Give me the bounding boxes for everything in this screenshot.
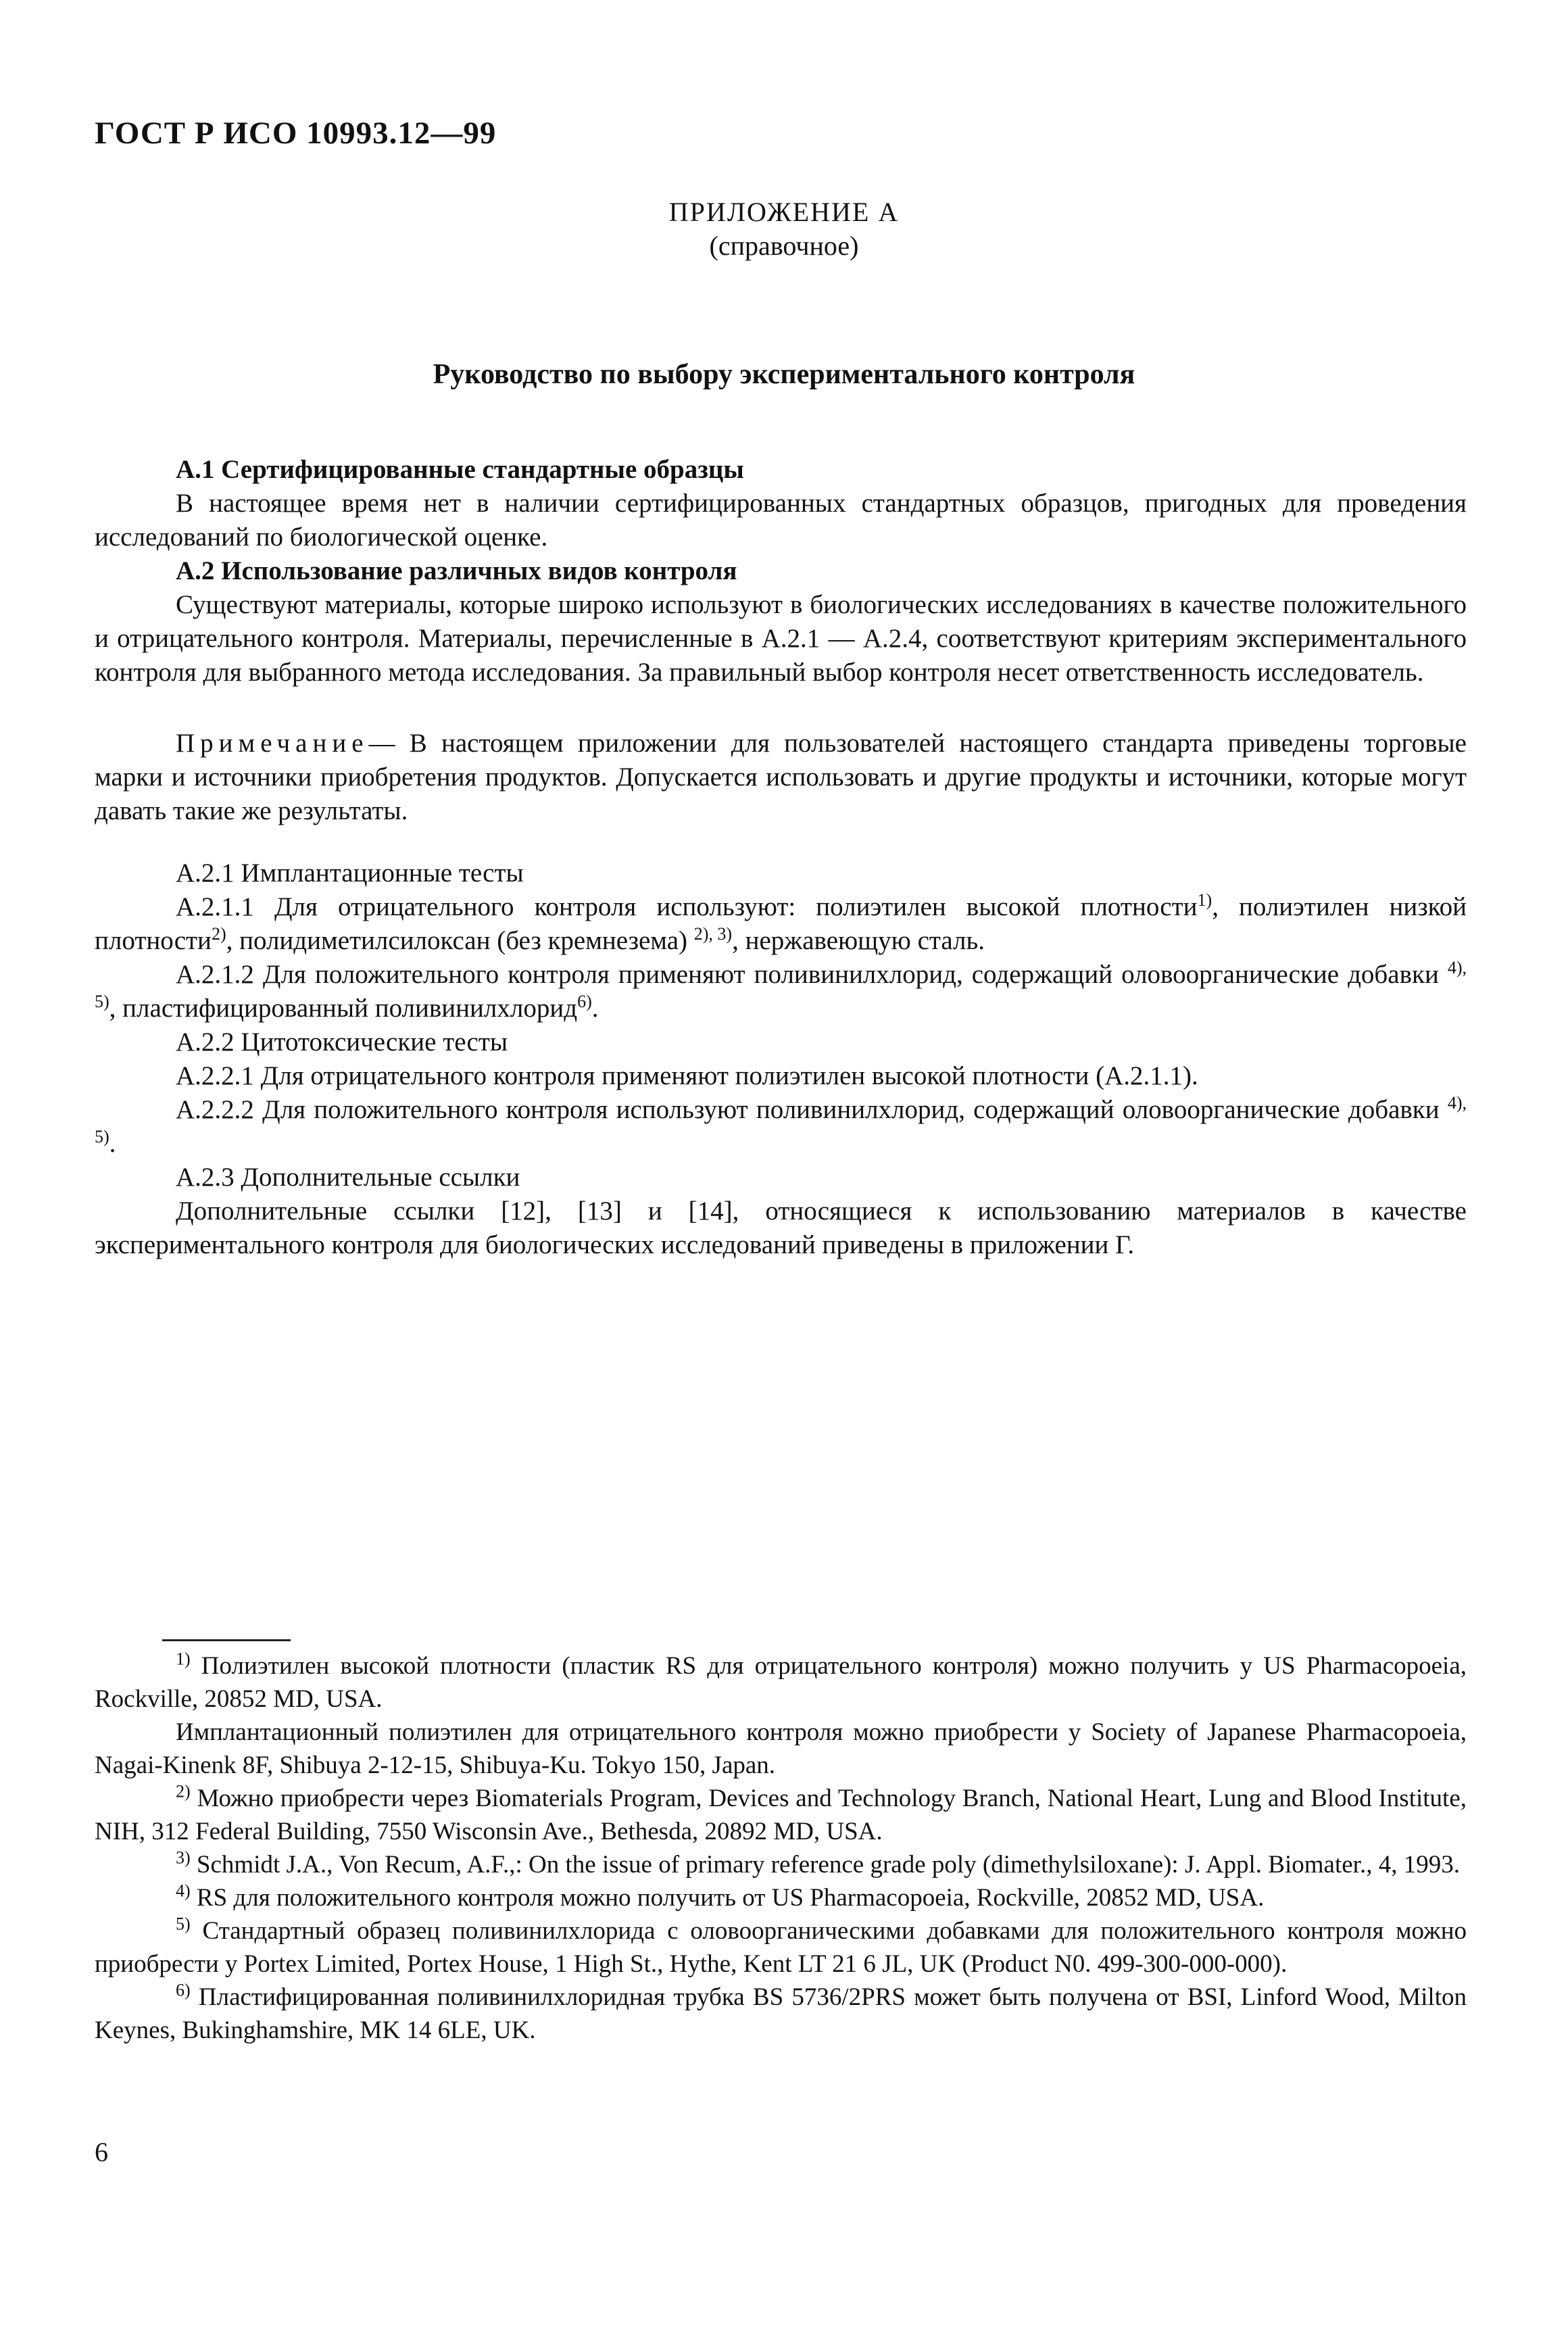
section-a2-text: Существуют материалы, которые широко используют в биологических исследованиях в качестве положительного и отрицательного контроля. Материалы, перечисленные в А.2.1 — А.2.4, соответствуют критериям экспериментального контроля для выбранного метода исследования. За правильный выбор контроля несет ответственность исследователь. — [95, 590, 1467, 687]
a222-text-2: . — [109, 1129, 116, 1158]
a212-text-2: , пластифицированный поливинилхлорид — [109, 994, 578, 1023]
section-a221: А.2.2.1 Для отрицательного контроля применяют полиэтилен высокой плотности (А.2.1.1). — [176, 1061, 1198, 1090]
footnote-2 — [95, 1782, 1467, 1848]
footnote-1 — [95, 1649, 1467, 1716]
appendix-subtitle: (справочное) — [709, 231, 859, 261]
page-number: 6 — [95, 2137, 108, 2167]
footnote-1-continuation: Имплантационный полиэтилен для отрицательного контроля можно приобрести у Society of Japanese Pharmacopoeia, Nagai-Kinenk 8F, Shibuya 2-12-15, Shibuya-Ku. Tokyo 150, Japan. — [95, 1718, 1467, 1779]
section-a22-heading: А.2.2 Цитотоксические тесты — [176, 1027, 508, 1057]
footnote-text: Можно приобрести через Biomaterials Program, Devices and Technology Branch, National Heart, Lung and Blood Institute, NIH, 312 Federal Building, 7550 Wisconsin Ave., Bethesda, 20892 MD, USA. — [95, 1785, 1467, 1845]
a212-text-3: . — [591, 994, 599, 1023]
footnote-text: Стандартный образец поливинилхлорида с оловоорганическими добавками для положительного контроля можно приобрести у Portex Limited, Portex House, 1 High St., Hythe, Kent LT 21 6 JL, UK (Product N0. 499-300-000-000). — [95, 1917, 1467, 1978]
footnote-ref: 1) — [1197, 890, 1212, 910]
section-a2-heading: А.2 Использование различных видов контроля — [176, 556, 737, 585]
section-a1-text: В настоящее время нет в наличии сертифицированных стандартных образцов, пригодных для проведения исследований по биологической оценке. — [95, 489, 1467, 552]
a211-text-3: , полидиметилсилоксан (без кремнезема) — [226, 926, 694, 955]
footnote-6 — [95, 1981, 1467, 2047]
footnote-3 — [95, 1848, 1467, 1881]
section-a222 — [95, 1093, 1467, 1161]
footnote-5 — [95, 1914, 1467, 1981]
footnote-ref: 4), 5) — [95, 1093, 1467, 1146]
footnote-mark: 5) — [176, 1914, 191, 1934]
footnote-divider — [162, 1639, 291, 1641]
a211-text-2: , полиэтилен низкой плотности — [95, 892, 1467, 955]
note-label: Примечание — [176, 729, 369, 758]
footnote-mark: 3) — [176, 1847, 191, 1868]
footnote-text: Пластифицированная поливинилхлоридная трубка BS 5736/2PRS может быть получена от BSI, Linford Wood, Milton Keynes, Bukinghamshire, MK 14 6LE, UK. — [95, 1983, 1467, 2044]
a222-text-1: А.2.2.2 Для положительного контроля используют поливинилхлорид, содержащий оловоорганические добавки — [176, 1095, 1448, 1124]
footnote-text: Полиэтилен высокой плотности (пластик RS для отрицательного контроля) можно получить у US Pharmacopoeia, Rockville, 20852 MD, USA. — [95, 1652, 1467, 1713]
section-a23-heading: А.2.3 Дополнительные ссылки — [176, 1163, 520, 1192]
section-a211 — [95, 890, 1467, 958]
a212-text-1: А.2.1.2 Для положительного контроля применяют поливинилхлорид, содержащий оловоорганические добавки — [176, 960, 1448, 989]
note-paragraph — [95, 727, 1467, 828]
footnote-ref: 4), 5) — [95, 958, 1467, 1011]
appendix-title: ПРИЛОЖЕНИЕ А — [668, 197, 900, 227]
footnote-mark: 6) — [176, 1980, 191, 2000]
section-a212 — [95, 958, 1467, 1025]
footnote-mark: 2) — [176, 1781, 191, 1801]
section-a23-text: Дополнительные ссылки [12], [13] и [14], относящиеся к использованию материалов в качестве экспериментального контроля для биологических исследований приведены в приложении Г. — [95, 1196, 1467, 1259]
note-text: — В настоящем приложении для пользователей настоящего стандарта приведены торговые марки и источники приобретения продуктов. Допускается использовать и другие продукты и источники, которые могут давать такие же результаты. — [95, 729, 1467, 825]
footnote-ref: 2), 3) — [693, 924, 733, 944]
footnote-ref: 6) — [577, 992, 592, 1011]
standard-header: ГОСТ Р ИСО 10993.12—99 — [95, 116, 497, 151]
a211-text-1: А.2.1.1 Для отрицательного контроля используют: полиэтилен высокой плотности — [176, 892, 1198, 921]
document-title: Руководство по выбору экспериментального контроля — [433, 359, 1135, 390]
main-body — [95, 453, 1467, 1262]
section-a21-heading: А.2.1 Имплантационные тесты — [176, 858, 524, 888]
footnote-mark: 4) — [176, 1881, 191, 1901]
footnote-text: Schmidt J.A., Von Recum, A.F.,: On the issue of primary reference grade poly (dimethylsiloxane): J. Appl. Biomater., 4, 1993. — [190, 1851, 1460, 1879]
footnote-ref: 2) — [211, 924, 226, 944]
section-a1-heading: А.1 Сертифицированные стандартные образцы — [176, 455, 744, 484]
footnote-text: RS для положительного контроля можно получить от US Pharmacopoeia, Rockville, 20852 MD, USA. — [190, 1884, 1265, 1912]
footnote-4 — [95, 1881, 1467, 1914]
footnotes — [95, 1649, 1467, 2047]
footnote-mark: 1) — [176, 1649, 191, 1669]
a211-text-4: , нержавеющую сталь. — [732, 926, 985, 955]
